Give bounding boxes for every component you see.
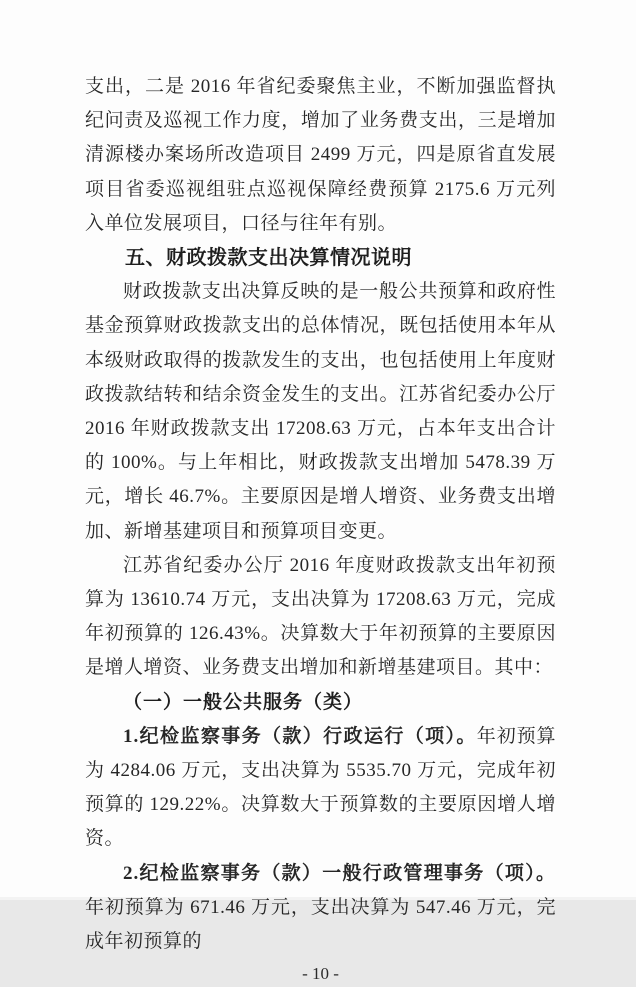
subsection-heading: （一）一般公共服务（类）: [123, 691, 364, 713]
paragraph-item-2: [85, 857, 556, 960]
item-2-title: 2.纪检监察事务（款）一般行政管理事务（项）。: [123, 862, 556, 884]
item-1-body: 年初预算为 4284.06 万元，支出决算为 5535.70 万元，完成年初预算的 129.22%。决算数大于预算数的主要原因增人增资。: [85, 725, 556, 850]
paragraph-continuation: 支出，二是 2016 年省纪委聚焦主业，不断加强监督执纪问责及巡视工作力度，增加了业务费支出，三是增加清源楼办案场所改造项目 2499 万元，四是原省直发展项目省委巡视组驻点巡视保障经费预算 2175.6 万元列入单位发展项目，口径与往年有别。: [85, 76, 556, 234]
paragraph-overview: 财政拨款支出决算反映的是一般公共预算和政府性基金预算财政拨款支出的总体情况，既包括使用本年从本级财政取得的拨款发生的支出，也包括使用上年度财政拨款结转和结余资金发生的支出。江苏省纪委办公厅 2016 年财政拨款支出 17208.63 万元，占本年支出合计的 100%。与上年相比，财政拨款支出增加 5478.39 万元，增长 46.7%。主要原因是增人增资、业务费支出增加、新增基建项目和预算项目变更。: [85, 281, 556, 542]
page-number: - 10 -: [302, 964, 339, 984]
paragraph-budget-summary: 江苏省纪委办公厅 2016 年度财政拨款支出年初预算为 13610.74 万元，支出决算为 17208.63 万元，完成年初预算的 126.43%。决算数大于年初预算的主要原因是增人增资、业务费支出增加和新增基建项目。其中：: [85, 554, 556, 679]
item-1-title: 1.纪检监察事务（款）行政运行（项）。: [123, 725, 477, 747]
document-body: [85, 70, 556, 959]
paragraph-item-1: [85, 720, 556, 857]
item-2-body: 年初预算为 671.46 万元，支出决算为 547.46 万元，完成年初预算的: [85, 896, 556, 953]
section-heading: 五、财政拨款支出决算情况说明: [125, 247, 412, 270]
